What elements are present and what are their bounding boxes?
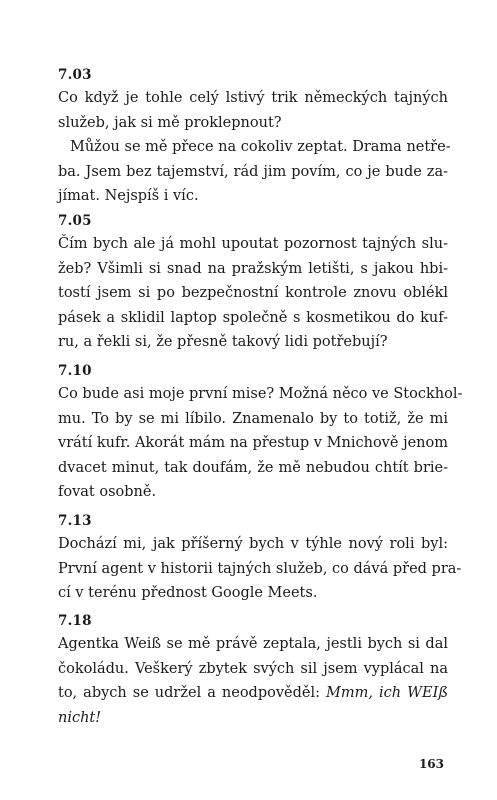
entry-0710 bbox=[58, 362, 463, 505]
text-line: Dochází mi, jak příšerný bych v týhle nový roli byl: bbox=[58, 536, 448, 552]
page-number: 163 bbox=[418, 757, 444, 771]
entry-text bbox=[58, 232, 448, 355]
text-line: Čím bych ale já mohl upoutat pozornost tajných slu- bbox=[58, 236, 448, 252]
text-line: čokoládu. Veškerý zbytek svých sil jsem vyplácal na bbox=[58, 660, 448, 677]
entry-time: 7.05 bbox=[58, 213, 92, 229]
text-line: jímat. Nejspíš i víc. bbox=[58, 188, 199, 204]
entry-text bbox=[58, 382, 463, 505]
text-line: vrátí kufr. Akorát mám na přestup v Mnichově jenom bbox=[58, 435, 448, 451]
text-line: Co bude asi moje první mise? Možná něco ve Stockhol- bbox=[58, 386, 463, 402]
text-line: mu. To by se mi líbilo. Znamenalo by to totiž, že mi bbox=[58, 410, 448, 427]
entry-time: 7.13 bbox=[58, 513, 92, 529]
entry-0713 bbox=[58, 512, 462, 606]
entry-text bbox=[58, 632, 448, 730]
text-line bbox=[58, 681, 448, 706]
text-line: Agentka Weiß se mě právě zeptala, jestli bych si dal bbox=[58, 636, 448, 652]
entry-text bbox=[58, 86, 451, 209]
text-line: První agent v historii tajných služeb, co dává před pra- bbox=[58, 560, 462, 577]
text-line: tostí jsem si po bezpečnostní kontrole znovu oblékl bbox=[58, 285, 448, 301]
text-line: ba. Jsem bez tajemství, rád jim povím, co je bude za- bbox=[58, 163, 448, 180]
entry-0703 bbox=[58, 66, 451, 209]
italic-quote: Mmm, ich WEIß bbox=[326, 685, 448, 701]
entry-0718 bbox=[58, 612, 448, 730]
text-line: žeb? Všimli si snad na pražským letišti, s jakou hbi- bbox=[58, 260, 448, 277]
text-line bbox=[58, 706, 448, 731]
text-line: ru, a řekli si, že přesně takový lidi potřebují? bbox=[58, 334, 388, 350]
italic-quote-end: nicht! bbox=[58, 709, 102, 726]
text-line: dvacet minut, tak doufám, že mě nebudou chtít brie- bbox=[58, 459, 448, 476]
text-line-start: to, abych se udržel a neodpověděl: bbox=[58, 685, 320, 701]
text-line: fovat osobně. bbox=[58, 484, 157, 500]
text-line: Co když je tohle celý lstivý trik německých tajných bbox=[58, 90, 448, 106]
entry-time: 7.03 bbox=[58, 67, 92, 83]
entry-time: 7.10 bbox=[58, 363, 92, 379]
text-line: cí v terénu přednost Google Meets. bbox=[58, 585, 318, 601]
entry-text bbox=[58, 532, 462, 606]
text-line: služeb, jak si mě proklepnout? bbox=[58, 114, 282, 131]
text-line: Můžou se mě přece na cokoliv zeptat. Drama netře- bbox=[70, 139, 451, 155]
text-line: pásek a sklidil laptop společně s kosmetikou do kuf- bbox=[58, 309, 448, 326]
entry-0705 bbox=[58, 212, 448, 355]
entry-time: 7.18 bbox=[58, 613, 92, 629]
